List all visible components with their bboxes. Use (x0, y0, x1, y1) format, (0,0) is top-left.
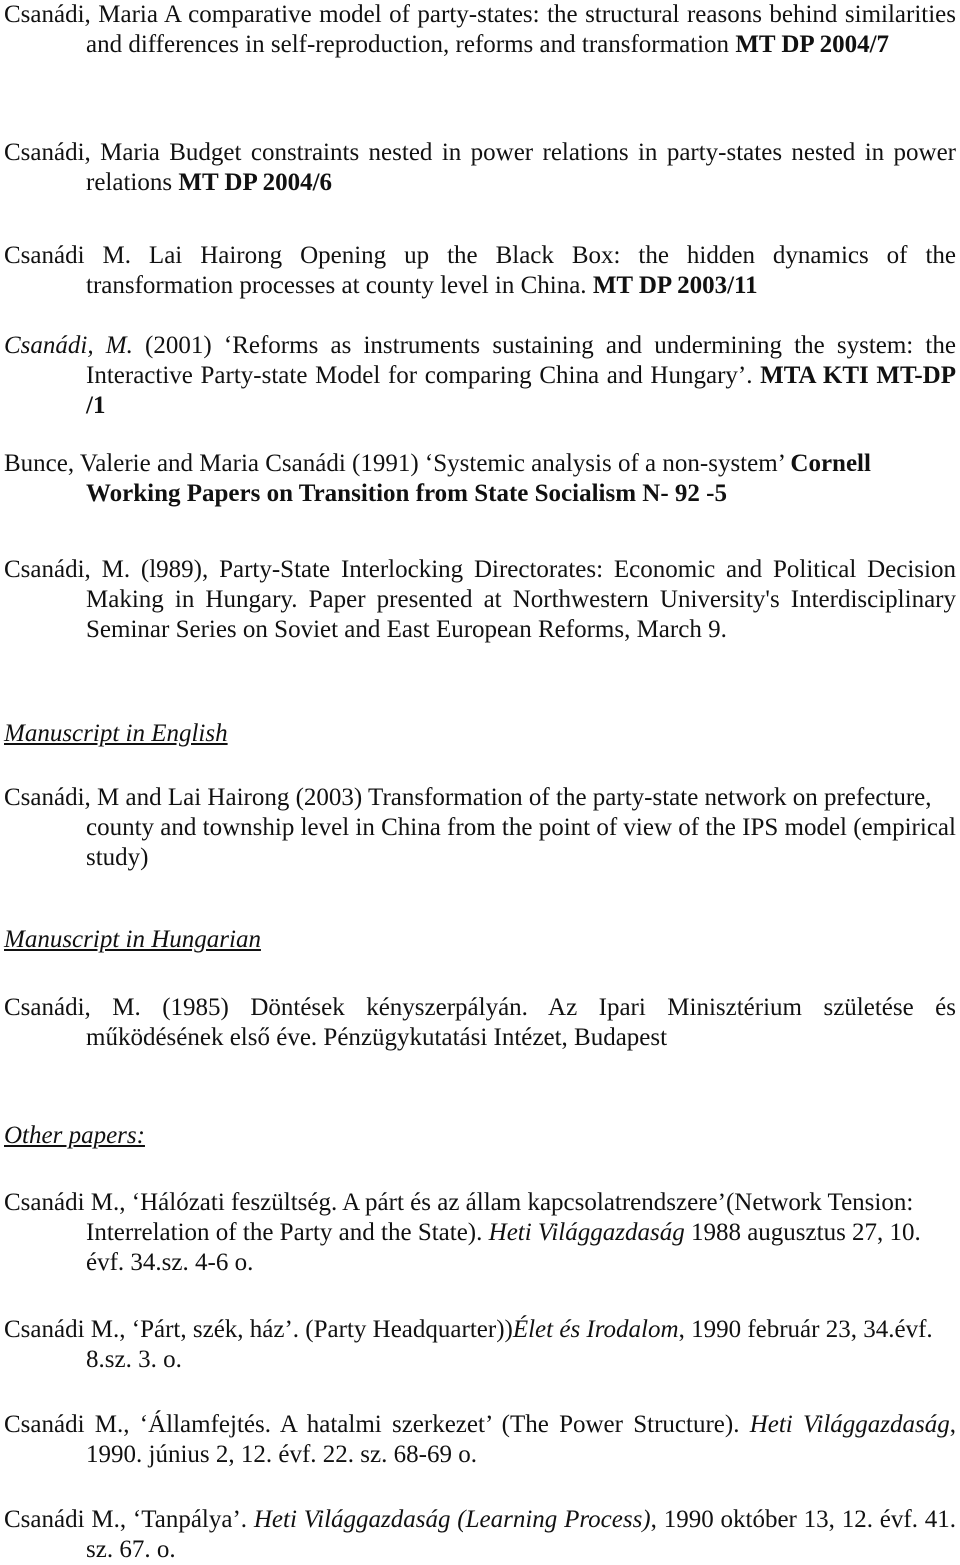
reference-entry (4, 993, 956, 1053)
reference-text: Bunce, Valerie and Maria Csanádi (1991) ‘Systemic analysis of a non-system’ (4, 450, 791, 477)
reference-journal: Heti Világgazdaság (749, 1411, 950, 1438)
reference-text: Csanádi, M. (l989), Party-State Interlocking Directorates: Economic and Political Decision Making in Hungary. Paper presented at Northwestern University's Interdisciplinary Seminar Series on Soviet and East European Reforms, March 9. (4, 556, 956, 643)
reference-series: Cornell Working Papers on Transition from State Socialism N- 92 -5 (86, 450, 871, 507)
reference-text: Csanádi M., ‘Párt, szék, ház’. (Party Headquarter)) (4, 1316, 513, 1343)
reference-series: MT DP 2004/7 (735, 31, 890, 58)
reference-text: Csanádi M. Lai Hairong Opening up the Black Box: the hidden dynamics of the transformation processes at county level in China. (4, 242, 956, 299)
reference-entry (4, 783, 956, 873)
section-heading-other: Other papers: (4, 1122, 145, 1149)
reference-issue: , 1990. június 2, 12. évf. 22. sz. 68-69 o. (86, 1411, 956, 1468)
reference-text: Csanádi, Maria Budget constraints nested in power relations in party-states nested in power relations (4, 139, 956, 196)
reference-journal: Heti Világgazdaság (Learning Process) (253, 1506, 651, 1533)
reference-journal: Élet és Irodalom (512, 1316, 679, 1343)
reference-text: Csanádi, M. (1985) Döntések kényszerpályán. Az Ipari Minisztérium születése és működésének első éve. Pénzügykutatási Intézet, Budapest (4, 994, 956, 1051)
reference-text: Csanádi, Maria A comparative model of party-states: the structural reasons behind similarities and differences in self-reproduction, reforms and transformation (4, 1, 956, 58)
reference-journal: Heti Világgazdaság (488, 1219, 685, 1246)
reference-issue: , 1990 október 13, 12. évf. 41. sz. 67. o. (86, 1506, 957, 1563)
reference-entry (4, 0, 956, 60)
reference-entry (4, 1410, 956, 1470)
reference-entry (4, 138, 956, 198)
reference-text: (2001) ‘Reforms as instruments sustaining and undermining the system: the Interactive Party-state Model for comparing China and Hungary’. (86, 332, 956, 389)
section-heading-hungarian: Manuscript in Hungarian (4, 926, 261, 953)
reference-series: MT DP 2004/6 (178, 169, 333, 196)
reference-author: Csanádi, M. (4, 332, 133, 359)
section-heading-english: Manuscript in English (4, 720, 228, 747)
reference-entry (4, 449, 956, 509)
reference-issue: , 1990 február 23, 34.évf. 8.sz. 3. o. (86, 1316, 933, 1373)
reference-text: Csanádi M., ‘Államfejtés. A hatalmi szerkezet’ (The Power Structure). (4, 1411, 750, 1438)
reference-issue: 1988 augusztus 27, 10. évf. 34.sz. 4-6 o. (86, 1219, 921, 1276)
reference-entry (4, 241, 956, 301)
reference-entry (4, 1188, 956, 1278)
reference-text: Csanádi, M and Lai Hairong (2003) Transformation of the party-state network on prefecture, county and township level in China from the point of view of the IPS model (empirical study) (4, 784, 956, 871)
reference-entry (4, 331, 956, 421)
reference-entry (4, 1315, 956, 1375)
reference-text: Csanádi M., ‘Hálózati feszültség. A párt és az állam kapcsolatrendszere’(Network Tension: Interrelation of the Party and the State). (4, 1189, 914, 1246)
reference-entry (4, 1505, 956, 1565)
reference-series: MTA KTI MT-DP /1 (86, 362, 956, 419)
reference-series: MT DP 2003/11 (592, 272, 758, 299)
reference-entry (4, 555, 956, 645)
reference-text: Csanádi M., ‘Tanpálya’. (4, 1506, 254, 1533)
